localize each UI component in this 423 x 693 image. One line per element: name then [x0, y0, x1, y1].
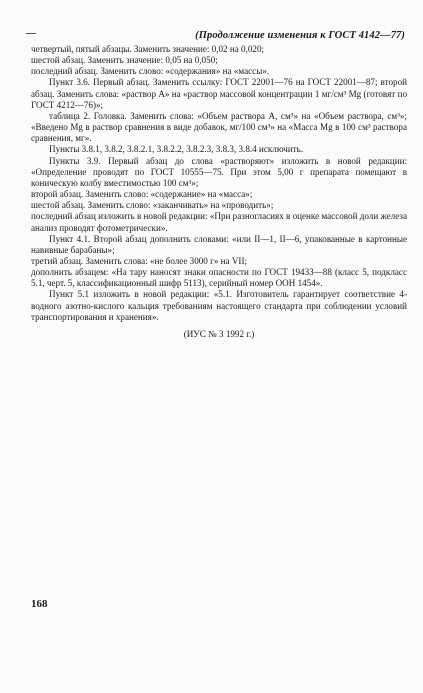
source-reference: (ИУС № 3 1992 г.)	[183, 328, 255, 339]
paragraph: третий абзац. Заменить слова: «не более 3000 г» на VII;	[31, 255, 247, 266]
paragraph: Пункты 3.9. Первый абзац до слова «растворяют» изложить в новой редакции: «Определение проводят по ГОСТ 10555—75. При этом 5,00 г препарата помещают в коническую колбу вместимостью 100 см³»;	[31, 155, 407, 188]
document-body	[31, 44, 407, 340]
paragraph: Пункт 5.1 изложить в новой редакции: «5.1. Изготовитель гарантирует соответствие 4-водного азотно-кислого кальция требованиям настоящего стандарта при соблюдении условий транспортирования и хранения».	[31, 289, 407, 322]
paragraph: Пункт 3.6. Первый абзац. Заменить ссылку: ГОСТ 22001—76 на ГОСТ 22001—87; второй абзац. Заменить слова: «раствор А» на «раствор массовой концентрации 1 мг/см³ Mg (готовят по ГОСТ 4212—76)»;	[31, 77, 407, 110]
paragraph: шестой абзац. Заменить слово: «заканчивать» на «проводить»;	[31, 200, 274, 211]
paragraph: второй абзац. Заменить слово: «содержание» на «масса»;	[31, 189, 253, 200]
paragraph: Пункт 4.1. Второй абзац дополнить словами: «или II—1, II—6, упакованные в картонные навивные барабаны»;	[31, 233, 407, 255]
paragraph: дополнить абзацем: «На тару наносят знаки опасности по ГОСТ 19433—88 (класс 5, подкласс 5.1, черт. 5, классификационный шифр 5113), серийный номер ООН 1454».	[31, 267, 407, 289]
paragraph: последний абзац. Заменить слово: «содержания» на «массы».	[31, 66, 270, 77]
paragraph: таблица 2. Головка. Заменить слова: «Объем раствора А, см³» на «Объем раствора, см³»; «Введено Mg в раствор сравнения в виде добавок, мг/100 см³» на «Масса Mg в 100 см³ раствора сравнения, мг».	[31, 110, 407, 144]
page-number: 168	[31, 598, 48, 610]
paragraph: последний абзац изложить в новой редакции: «При разногласиях в оценке массовой доли железа анализ проводят фотометрически».	[31, 211, 407, 233]
paragraph: Пункты 3.8.1, 3.8.2, 3.8.2.1, 3.8.2.2, 3.8.2.3, 3.8.3, 3.8.4 исключить.	[49, 144, 304, 155]
paragraph: шестой абзац. Заменить значение: 0,05 на 0,050;	[31, 55, 218, 66]
paragraph: четвертый, пятый абзацы. Заменить значение: 0,02 на 0,020;	[31, 44, 265, 54]
running-header: (Продолжение изменения к ГОСТ 4142—77)	[195, 30, 405, 41]
margin-mark	[26, 33, 36, 34]
